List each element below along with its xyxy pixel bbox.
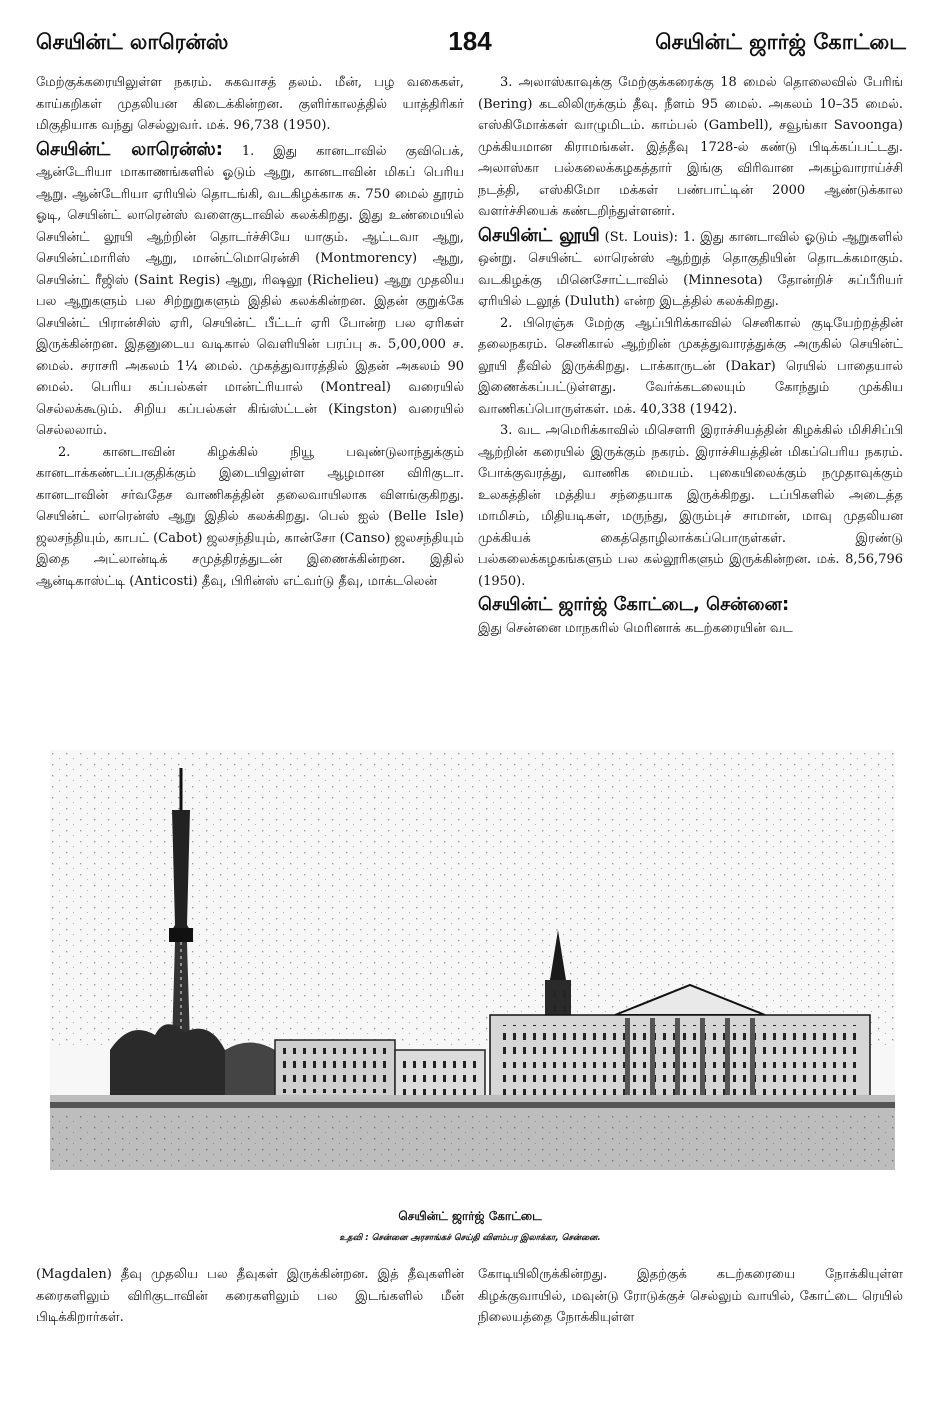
entry-title: செயின்ட் லாரென்ஸ்: xyxy=(36,138,223,160)
running-head-left: செயின்ட் லாரென்ஸ் xyxy=(36,30,229,54)
paragraph-missouri: 3. வட அமெரிக்காவில் மிசௌரி இராச்சியத்தின் கிழக்கில் மிசிசிப்பி ஆற்றின் கரையில் இருக்கும் நகரம். இராச்சியத்தின் மிகப்பெரிய நகரம். போக்குவரத்து, வாணிக மையம். புகையிலைக்கும் நமுதாவுக்கும் உலகத்தின் மத்திய சந்தையாக இருக்கிறது. டப்பிகளில் அடைத்த மாமிசம், மிதியடிகள், மருந்து, இரும்புச் சாமான், மாவு முதலியன முக்கியக் கைத்தொழிலாக்கப்பொருள்கள். இரண்டு பல்கலைக்கழகங்களும் பல கல்லூரிகளும் இருக்கின்றன. மக். 8,56,796 (1950). xyxy=(478,423,903,589)
figure-caption: செயின்ட் ஜார்ஜ் கோட்டை xyxy=(398,1209,542,1223)
entry-fort-st-george xyxy=(478,594,903,639)
entry-title: செயின்ட் ஜார்ஜ் கோட்டை, சென்னை: xyxy=(478,594,790,615)
page-number: 184 xyxy=(448,26,492,56)
entry-text: 1. இது கானடாவில் குவிபெக், ஆன்டேரியா மாகாணங்களில் ஓடும் ஆறு, கானடாவின் மிகப் பெரிய ஆறு. ஆன்டேரியா ஏரியில் தொடங்கி, வடகிழக்காக சு. 750 மைல் தூரம் ஓடி, செயின்ட் லாரென்ஸ் வளைகுடாவில் கலக்கிறது. இது உண்மையில் செயின்ட் லூயி ஆற்றின் தொடர்ச்சியே யாகும். ஆட்டவா ஆறு, செயின்ட்மாரிஸ் ஆறு, மான்ட்மொரென்சி (Montmorency) ஆறு, செயின்ட் ரீஜிஸ் (Saint Regis) ஆறு, ரிஷலூ (Richelieu) ஆறு முதலிய பல ஆறுகளும் பல சிற்றுறுகளும் இதில் கலக்கின்றன. இதன் குறுக்கே செயின்ட் பிரான்சிஸ் ஏரி, செயின்ட் பீட்டர் ஏரி போன்ற பல ஏரிகள் இருக்கின்றன. இதனுடைய வடிகால் வெளியின் பரப்பு சு. 5,00,000 ச. மைல். சராசரி அகலம் 1¼ மைல். முகத்துவாரத்தில் இதன் அகலம் 90 மைல். பெரிய கப்பல்கள் மான்ட்ரியால் (Montreal) வரையில் செல்லக்கூடும். சிறிய கப்பல்கள் கிங்ஸ்ட்டன் (Kingston) வரையில் செல்லலாம். xyxy=(36,143,464,438)
entry-saint-lawrence xyxy=(36,139,464,442)
fort-st-george-photo xyxy=(50,750,895,1170)
column-left-top xyxy=(36,72,464,722)
entry-saint-louis xyxy=(478,225,903,313)
running-head-right: செயின்ட் ஜார்ஜ் கோட்டை xyxy=(655,30,906,54)
column-left-bottom xyxy=(36,1264,464,1329)
entry-text: இது சென்னை மாநகரில் மெரினாக் கடற்கரையின் வட xyxy=(478,620,793,636)
paragraph-continued: கோடியிலிருக்கின்றது. இதற்குக் கடற்கரையை நோக்கியுள்ள கிழக்குவாயில், மவுன்டு ரோடுக்குச் செல்லும் வாயில், கோட்டை ரெயில் நிலையத்தை நோக்கியுள்ள xyxy=(478,1267,903,1325)
paragraph-senegal: 2. பிரெஞ்சு மேற்கு ஆப்பிரிக்காவில் செனிகால் குடியேற்றத்தின் தலைநகரம். செனிகால் ஆற்றின் முகத்துவாரத்துக்கு அருகில் செயின்ட் லூயி தீவில் இருக்கிறது. டாக்காருடன் (Dakar) ரெயில் பாதையால் இணைக்கப்பட்டுள்ளது. வேர்க்கடலையும் கோந்தும் முக்கிய வாணிகப்பொருள்கள். மக். 40,338 (1942). xyxy=(478,315,903,417)
paragraph-island: 3. அலாஸ்காவுக்கு மேற்குக்கரைக்கு 18 மைல் தொலைவில் பேரிங் (Bering) கடலிலிருக்கும் தீவு. நீளம் 95 மைல். அகலம் 10–35 மைல். எஸ்கிமோக்கள் வாழுமிடம். காம்பல் (Gambell), சவூங்கா Savoonga) முக்கியமான கிராமங்கள். இத்தீவு 1728-ல் கண்டு பிடிக்கப்பட்டது. அலாஸ்கா பல்கலைக்கழகத்தார் இங்கு விரிவான அகழ்வாராய்ச்சி நடத்தி, எஸ்கிமோ மக்கள் பண்பாட்டின் 2000 ஆண்டுக்கால வளர்ச்சியைக் கண்டறிந்துள்ளனர். xyxy=(478,75,903,219)
page-header xyxy=(32,26,908,62)
paragraph-continued: (Magdalen) தீவு முதலிய பல தீவுகள் இருக்கின்றன. இத் தீவுகளின் கரைகளிலும் விரிகுடாவின் கரைகளிலும் பல இடங்களில் மீன் பிடிக்கிறார்கள். xyxy=(36,1267,464,1325)
paragraph-gulf: 2. கானடாவின் கிழக்கில் நியூ பவுண்டுலாந்துக்கும் கானடாக்கண்டப்பகுதிக்கும் இடையிலுள்ள ஆழமான விரிகுடா. கானடாவின் சர்வதேச வாணிகத்தின் தலைவாயிலாக விளங்குகிறது. செயின்ட் லாரென்ஸ் ஆறு இதில் கலக்கிறது. பெல் ஐல் (Belle Isle) ஜலசந்தியும், காபட் (Cabot) ஜலசந்தியும், கான்சோ (Canso) ஜலசந்தியும் இதை அட்லான்டிக் சமுத்திரத்துடன் இணைக்கின்றன. இதில் ஆன்டிகாஸ்ட்டி (Anticosti) தீவு, பிரின்ஸ் எட்வர்டு தீவு, மாக்டலென் xyxy=(36,444,464,589)
entry-text: (St. Louis): 1. இது கானடாவில் ஓடும் ஆறுகளில் ஒன்று. செயின்ட் லாரென்ஸ் ஆற்றுத் தொகுதியின் தொடக்கமாகும். வடகிழக்கு மினெசோட்டாவில் (Minnesota) தோன்றிச் சுப்பீரியர் ஏரியில் டலூத் (Duluth) என்ற இடத்தில் கலக்கிறது. xyxy=(478,229,903,309)
column-right-top xyxy=(478,72,903,722)
entry-title: செயின்ட் லூயி xyxy=(478,224,600,246)
paragraph-continued: மேற்குக்கரையிலுள்ள நகரம். சுகவாசத் தலம். மீன், பழ வகைகள், காய்கறிகள் முதலியன கிடைக்கின்றன. குளிர்காலத்தில் யாத்திரிகர் மிகுதியாக வந்து செல்லுவர். மக். 96,738 (1950). xyxy=(36,75,464,133)
column-right-bottom xyxy=(478,1264,903,1329)
figure-credit: உதவி : சென்னை அரசாங்கச் செய்தி விளம்பர இலாக்கா, சென்னை. xyxy=(339,1233,601,1243)
